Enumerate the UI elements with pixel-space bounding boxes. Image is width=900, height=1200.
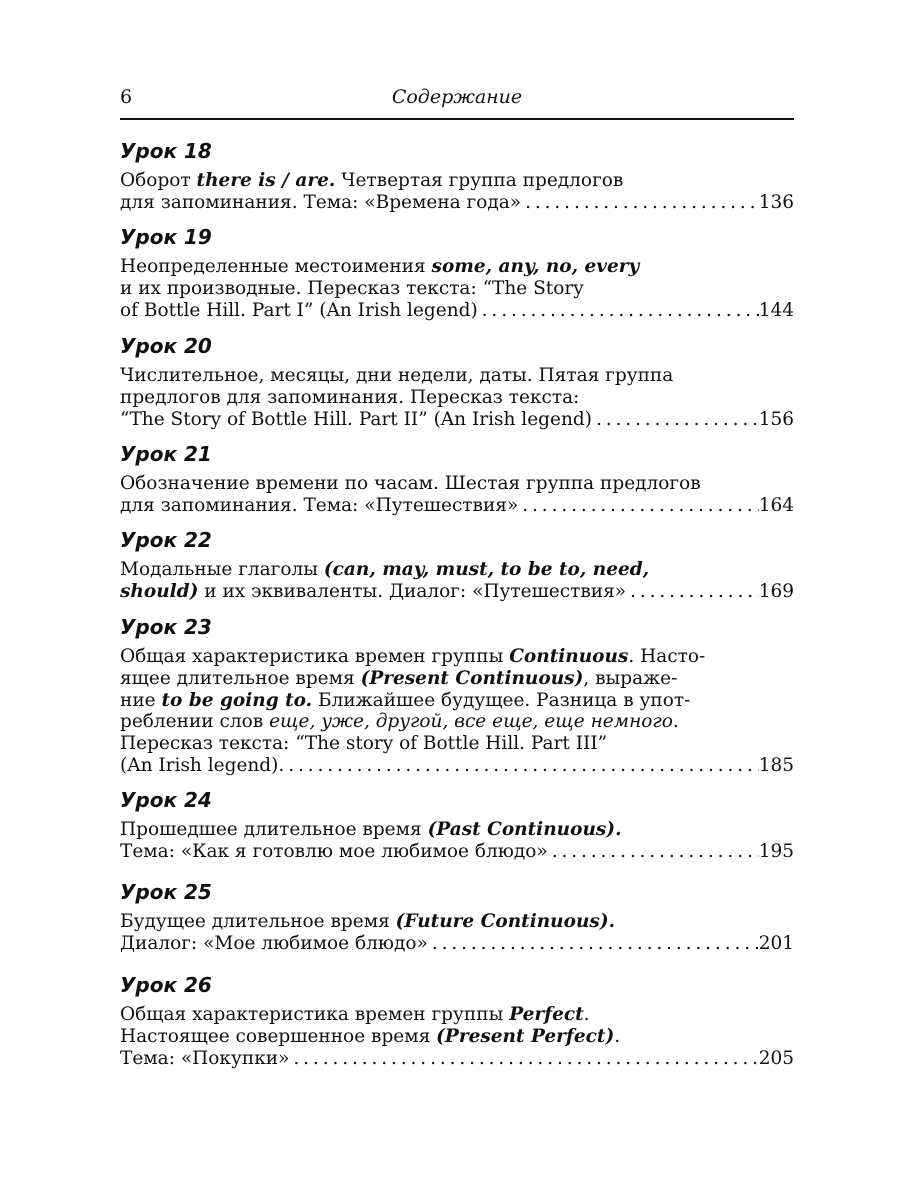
lesson-title: Урок 20 [120, 334, 212, 358]
lesson-title: Урок 23 [120, 615, 212, 639]
dot-leader [518, 495, 758, 517]
entry-last-line: для запоминания. Тема: «Путешествия» . . . 164 [120, 495, 794, 517]
lesson-title: Урок 25 [120, 880, 212, 904]
page-ref: 195 [758, 840, 794, 862]
lesson-title: Урок 24 [120, 788, 212, 812]
toc-entry-lesson-23 [120, 614, 794, 777]
entry-line: Модальные глаголы (can, may, must, to be to, need, [120, 559, 650, 580]
page-header [120, 86, 794, 116]
page-ref: 156 [758, 408, 794, 430]
page-ref: 205 [758, 1047, 794, 1069]
entry-line: Общая характеристика времен группы Perfect. [120, 1004, 590, 1025]
page-ref: 201 [758, 932, 794, 954]
toc-entry-lesson-19 [120, 224, 794, 321]
entry-line: и их производные. Пересказ текста: “The Story [120, 277, 584, 299]
entry-line: Неопределенные местоимения some, any, no, every [120, 256, 640, 277]
entry-last-line: Диалог: «Мое любимое блюдо» . . . 201 [120, 933, 794, 955]
lesson-title: Урок 19 [120, 225, 212, 249]
entry-line: Обозначение времени по часам. Шестая группа предлогов [120, 473, 701, 494]
entry-line: Числительное, месяцы, дни недели, даты. Пятая группа [120, 365, 674, 386]
dot-leader [428, 933, 759, 955]
dot-leader [521, 192, 759, 214]
toc-entry-lesson-24 [120, 787, 794, 863]
entry-line: ящее длительное время (Present Continuous), выраже- [120, 667, 678, 689]
entry-line: Пересказ текста: “The story of Bottle Hill. Part III” [120, 733, 608, 755]
page-ref: 136 [758, 191, 794, 213]
entry-last-line: of Bottle Hill. Part I” (An Irish legend) . . . 144 [120, 300, 794, 322]
lesson-title: Урок 21 [120, 442, 212, 466]
dot-leader [626, 581, 759, 603]
entry-last-line: Тема: «Как я готовлю мое любимое блюдо» . . . 195 [120, 841, 794, 863]
entry-last-line: “The Story of Bottle Hill. Part II” (An Irish legend) . . . 156 [120, 409, 794, 431]
entry-line: Общая характеристика времен группы Continuous. Насто- [120, 646, 706, 667]
entry-line: Будущее длительное время (Future Continuous). [120, 911, 616, 932]
entry-last-line: Тема: «Покупки» . . . 205 [120, 1048, 794, 1070]
toc-entry-lesson-26 [120, 972, 794, 1069]
page-ref: 144 [758, 299, 794, 321]
dot-leader [548, 841, 759, 863]
entry-line: Настоящее совершенное время (Present Perfect). [120, 1025, 621, 1047]
entry-last-line: should) и их эквиваленты. Диалог: «Путешествия» . . . 169 [120, 581, 794, 603]
lesson-title: Урок 26 [120, 973, 212, 997]
dot-leader [284, 755, 758, 777]
dot-leader [478, 300, 759, 322]
page-number: 6 [120, 86, 133, 108]
entry-line: реблении слов еще, уже, другой, все еще, еще немного. [120, 711, 679, 733]
entry-last-line: (An Irish legend). . . . 185 [120, 755, 794, 777]
entry-line: предлогов для запоминания. Пересказ текста: [120, 386, 580, 408]
toc-entry-lesson-18 [120, 138, 794, 214]
header-rule [120, 118, 794, 120]
page-ref: 164 [758, 494, 794, 516]
running-title: Содержание [391, 86, 523, 108]
lesson-title: Урок 22 [120, 528, 212, 552]
entry-line: Оборот there is / are. Четвертая группа предлогов [120, 170, 624, 191]
entry-line: ние to be going to. Ближайшее будущее. Разница в упот- [120, 689, 691, 711]
toc-entry-lesson-25 [120, 879, 794, 955]
entry-last-line: для запоминания. Тема: «Времена года» . . . 136 [120, 192, 794, 214]
dot-leader [592, 409, 759, 431]
page-ref: 185 [758, 754, 794, 776]
page-ref: 169 [758, 580, 794, 602]
toc-entry-lesson-21 [120, 441, 794, 517]
toc-entry-lesson-20 [120, 333, 794, 430]
dot-leader [289, 1048, 758, 1070]
entry-line: Прошедшее длительное время (Past Continuous). [120, 819, 622, 840]
toc-entry-lesson-22 [120, 527, 794, 603]
lesson-title: Урок 18 [120, 139, 212, 163]
